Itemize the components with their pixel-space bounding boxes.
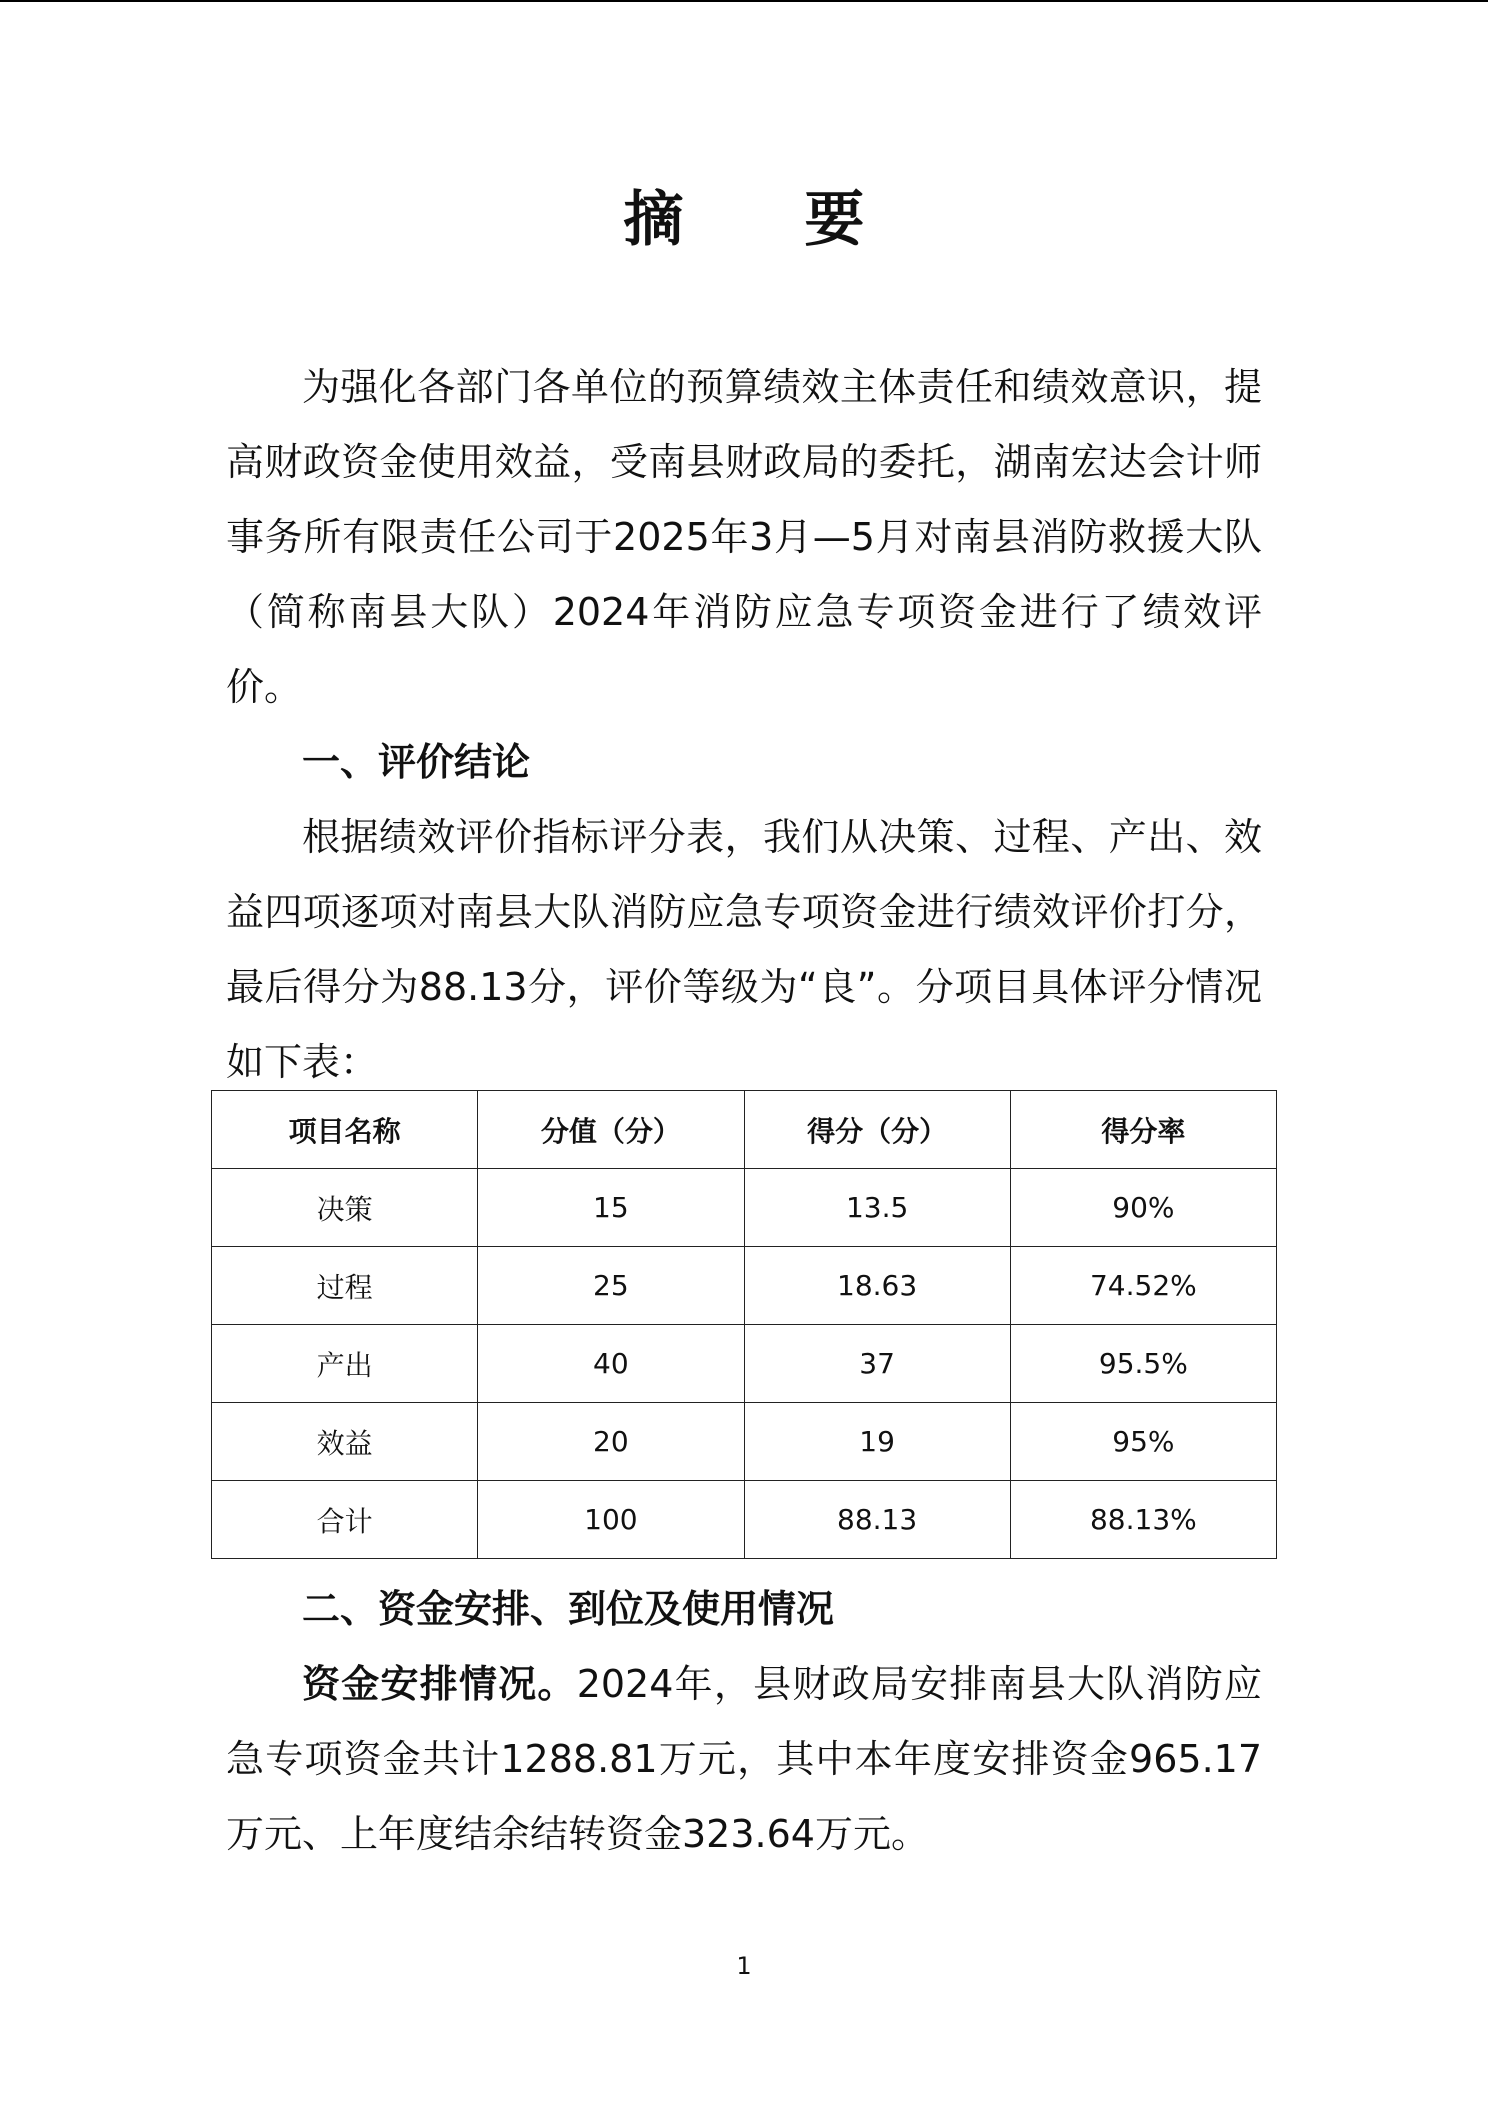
cell-full-score: 15 [478, 1169, 744, 1247]
cell-full-score: 25 [478, 1247, 744, 1325]
table-row [212, 1169, 1277, 1247]
cell-rate: 95.5% [1010, 1325, 1276, 1403]
intro-paragraph: 为强化各部门各单位的预算绩效主体责任和绩效意识，提高财政资金使用效益，受南县财政局的委托，湖南宏达会计师事务所有限责任公司于2025年3月—5月对南县消防救援大队（简称南县大队）2024年消防应急专项资金进行了绩效评价。 [226, 365, 1262, 709]
table-row-total [212, 1481, 1277, 1559]
cell-item: 产出 [212, 1325, 478, 1403]
table-header-row [212, 1091, 1277, 1169]
funds-text: 2024年，县财政局安排南县大队消防应急专项资金共计1288.81万元，其中本年度安排资金965.17万元、上年度结余结转资金323.64万元。 [226, 1662, 1262, 1856]
cell-rate: 74.52% [1010, 1247, 1276, 1325]
cell-item: 决策 [212, 1169, 478, 1247]
page-top-border [0, 0, 1488, 2]
cell-score: 19 [744, 1403, 1010, 1481]
body-text [226, 350, 1262, 1100]
cell-score: 18.63 [744, 1247, 1010, 1325]
conclusion-paragraph: 根据绩效评价指标评分表，我们从决策、过程、产出、效益四项逐项对南县大队消防应急专项资金进行绩效评价打分，最后得分为88.13分，评价等级为“良”。分项目具体评分情况如下表： [226, 815, 1262, 1084]
header-item-name: 项目名称 [212, 1091, 478, 1169]
section-heading-funds: 二、资金安排、到位及使用情况 [302, 1587, 835, 1631]
header-score-rate: 得分率 [1010, 1091, 1276, 1169]
cell-score: 88.13 [744, 1481, 1010, 1559]
cell-item: 过程 [212, 1247, 478, 1325]
page-title: 摘 要 [623, 185, 915, 255]
cell-full-score: 100 [478, 1481, 744, 1559]
cell-item: 合计 [212, 1481, 478, 1559]
cell-rate: 95% [1010, 1403, 1276, 1481]
table-row [212, 1247, 1277, 1325]
cell-full-score: 40 [478, 1325, 744, 1403]
cell-full-score: 20 [478, 1403, 744, 1481]
header-full-score: 分值（分） [478, 1091, 744, 1169]
cell-score: 13.5 [744, 1169, 1010, 1247]
page-number: 1 [736, 1952, 752, 1980]
header-score: 得分（分） [744, 1091, 1010, 1169]
table-row [212, 1403, 1277, 1481]
cell-score: 37 [744, 1325, 1010, 1403]
funds-paragraph [226, 1647, 1262, 1872]
cell-rate: 88.13% [1010, 1481, 1276, 1559]
funds-lead: 资金安排情况。 [302, 1662, 577, 1706]
cell-item: 效益 [212, 1403, 478, 1481]
cell-rate: 90% [1010, 1169, 1276, 1247]
table-row [212, 1325, 1277, 1403]
section-heading-conclusion: 一、评价结论 [302, 740, 531, 784]
body-text-funds [226, 1572, 1262, 1872]
score-table [211, 1090, 1277, 1559]
